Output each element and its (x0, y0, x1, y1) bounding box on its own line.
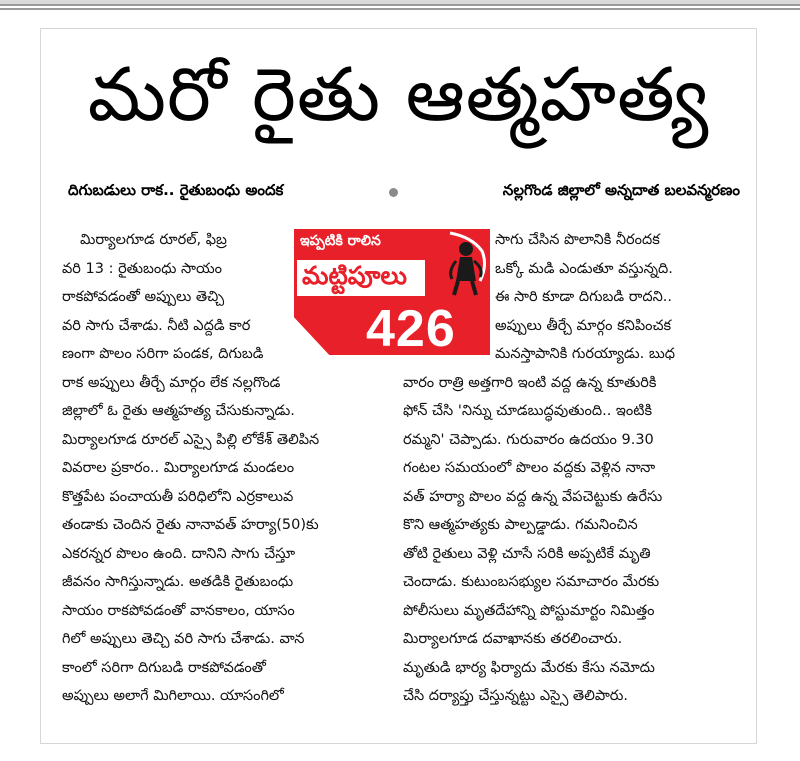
article-line: పోలీసులు మృతదేహాన్ని పోస్టుమార్టం నిమిత్తం (403, 602, 655, 619)
article-line: మృతుడి భార్య ఫిర్యాదు మేరకు కేసు నమోదు (403, 659, 655, 676)
article-line: ఎకరన్నర పొలం ఉంది. దానిని సాగు చేస్తూ (62, 545, 296, 562)
article-line: ఫోన్ చేసి 'నిన్ను చూడబుద్ధవుతుంది.. ఇంటికి (403, 403, 653, 419)
article-line: అప్పులు తీర్చే మార్గం కనిపించక (495, 317, 672, 334)
stat-label-top: ఇప్పటికి రాలిన (300, 233, 381, 249)
article-line: మిర్యాలగూడ దవాఖానకు తరలించారు. (403, 631, 623, 647)
article-line: గిలో అప్పులు తెచ్చి వరి సాగు చేశాడు. వాన (62, 631, 305, 647)
top-border-rule (0, 0, 800, 12)
article-line: కొని ఆత్మహత్యకు పాల్పడ్డాడు. గమనించిన (403, 517, 638, 533)
article-line: గంటల సమయంలో పొలం వద్దకు వెళ్లిన నానా (403, 460, 656, 476)
article-line: తండాకు చెందిన రైతు నానావత్ హర్యా(50)కు (62, 517, 319, 533)
article-line: వివరాల ప్రకారం.. మిర్యాలగూడ మండలం (62, 460, 295, 476)
hanging-farmer-illustration-icon (442, 231, 492, 297)
bullet-dot (389, 188, 398, 197)
article-line: తోటి రైతులు వెళ్లి చూసే సరికి అప్పటికే మృతి (403, 545, 651, 562)
article-line: రమ్మని' చెప్పాడు. గురువారం ఉదయం 9.30 (403, 431, 654, 448)
article-line: వత్ హర్యా పొలం వద్ద ఉన్న వేపచెట్టుకు ఉరేసు (403, 488, 663, 505)
article-line: జిల్లాలో ఓ రైతు ఆత్మహత్య చేసుకున్నాడు. (62, 403, 295, 419)
article-line: వరి సాగు చేశాడు. నీటి ఎద్దడి కార (62, 317, 251, 334)
article-line: రాక అప్పులు తీర్చే మార్గం లేక నల్లగొండ (62, 374, 281, 391)
stat-label-mid: మట్టిపూలు (302, 261, 407, 290)
farmer-suicide-count-box (294, 229, 492, 357)
article-line: మిర్యాలగూడ రూరల్ ఎస్సై పిల్లి లోకేశ్ తెలిపిన (62, 431, 320, 448)
subhead-right: నల్లగొండ జిల్లాలో అన్నదాత బలవన్మరణం (502, 181, 740, 199)
article-line: రాకపోవడంతో అప్పులు తెచ్చి (62, 289, 225, 305)
article-line: మనస్తాపానికి గురయ్యాడు. బుధ (495, 346, 675, 362)
headline: మరో రైతు ఆత్మహత్య (87, 52, 710, 138)
article-line: ఈ సారి కూడా దిగుబడి రాదని.. (495, 289, 672, 305)
subheadline (68, 176, 740, 208)
article-line: ణంగా పొలం సరిగా పండక, దిగుబడి (62, 346, 264, 362)
article-line: సాగు చేసిన పొలానికి నీరందక (495, 232, 660, 248)
article-line: వరి 13 : రైతుబంధు సాయం (62, 260, 223, 277)
article-line: అప్పులు అలాగే మిగిలాయి. యాసంగిలో (62, 688, 284, 704)
article-line: జీవనం సాగిస్తున్నాడు. అతడికి రైతుబంధు (62, 574, 294, 590)
article-line: కాంలో సరిగా దిగుబడి రాకపోవడంతో (62, 659, 266, 676)
stat-number: 426 (366, 300, 456, 358)
article-line: మిర్యాలగూడ రూరల్, ఫిబ్ర (80, 232, 227, 248)
article-line: చేసి దర్యాప్తు చేస్తున్నట్టు ఎస్సై తెలిపారు. (403, 688, 629, 704)
article-line: కొత్తపేట పంచాయతీ పరిధిలోని ఎర్రకాలువ (62, 488, 294, 505)
article-line: ఒక్కో మడి ఎండుతూ వస్తున్నది. (495, 260, 673, 277)
subhead-left: దిగుబడులు రాక.. రైతుబంధు అందక (68, 181, 284, 199)
article-line: సాయం రాకపోవడంతో వానకాలం, యాసం (62, 602, 295, 619)
article-line: వారం రాత్రి అత్తగారి ఇంటి వద్ద ఉన్న కూతురికి (403, 374, 657, 391)
article-line: చెందాడు. కుటుంబసభ్యుల సమాచారం మేరకు (403, 574, 660, 590)
